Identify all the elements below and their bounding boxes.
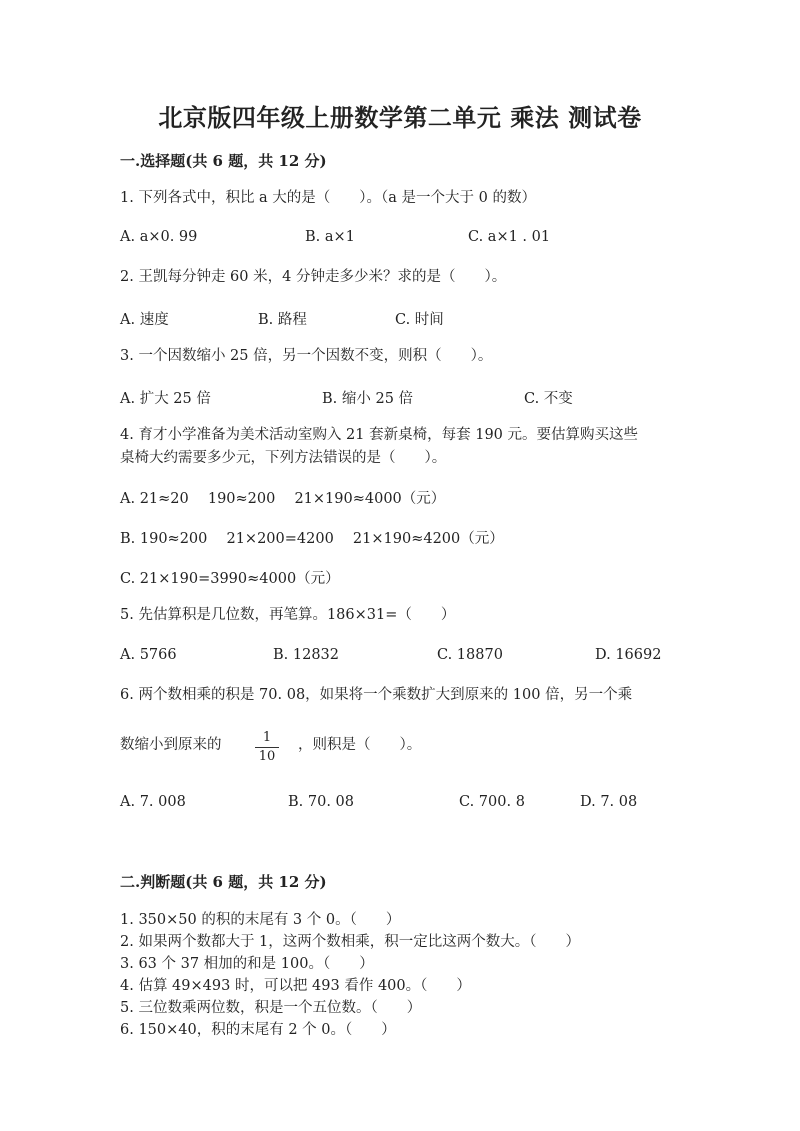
option-1c: C. a×1 . 01 [468, 229, 551, 245]
option-5d: D. 16692 [595, 647, 662, 663]
question-2: 2. 王凯每分钟走 60 米，4 分钟走多少米？求的是（ ）。 [120, 269, 507, 285]
option-2a: A. 速度 [120, 312, 169, 328]
option-3b: B. 缩小 25 倍 [322, 391, 414, 407]
question-4-line1: 4. 育才小学准备为美术活动室购入 21 套新桌椅，每套 190 元。要估算购买这些 [120, 427, 639, 443]
option-6d: D. 7. 08 [580, 794, 638, 810]
fraction-numerator: 1 [262, 730, 272, 745]
judgement-item-4: 4. 估算 49×493 时，可以把 493 看作 400。（ ） [120, 978, 471, 994]
fraction-bar [255, 747, 279, 748]
question-6-line2-after: ，则积是（ ）。 [298, 737, 422, 753]
question-6-line1: 6. 两个数相乘的积是 70. 08，如果将一个乘数扩大到原来的 100 倍，另一个乘 [120, 687, 633, 703]
fraction-one-tenth [255, 730, 279, 765]
option-6a: A. 7. 008 [120, 794, 186, 810]
section-heading-choice: 一.选择题(共 6 题，共 12 分) [120, 152, 327, 170]
judgement-item-2: 2. 如果两个数都大于 1，这两个数相乘，积一定比这两个数大。（ ） [120, 934, 581, 950]
question-6-line2-before: 数缩小到原来的 [120, 737, 222, 753]
judgement-item-5: 5. 三位数乘两位数，积是一个五位数。（ ） [120, 1000, 422, 1016]
option-5c: C. 18870 [437, 647, 503, 663]
option-3c: C. 不变 [524, 391, 573, 407]
judgement-item-3: 3. 63 个 37 相加的和是 100。（ ） [120, 956, 374, 972]
section-heading-judgement: 二.判断题(共 6 题，共 12 分) [120, 873, 327, 891]
fraction-denominator: 10 [258, 749, 276, 764]
option-5a: A. 5766 [120, 647, 177, 663]
option-6b: B. 70. 08 [288, 794, 354, 810]
option-1b: B. a×1 [305, 229, 355, 245]
option-4c: C. 21×190=3990≈4000（元） [120, 571, 340, 587]
option-3a: A. 扩大 25 倍 [120, 391, 211, 407]
question-5: 5. 先估算积是几位数，再笔算。186×31=（ ） [120, 607, 456, 623]
question-4-line2: 桌椅大约需要多少元，下列方法错误的是（ ）。 [120, 450, 447, 466]
option-4a: A. 21≈20 190≈200 21×190≈4000（元） [120, 491, 446, 507]
question-1: 1. 下列各式中，积比 a 大的是（ ）。（a 是一个大于 0 的数） [120, 190, 537, 206]
judgement-item-1: 1. 350×50 的积的末尾有 3 个 0。（ ） [120, 912, 401, 928]
option-5b: B. 12832 [273, 647, 340, 663]
page-title: 北京版四年级上册数学第二单元 乘法 测试卷 [158, 103, 642, 132]
judgement-item-6: 6. 150×40，积的末尾有 2 个 0。（ ） [120, 1022, 396, 1038]
option-2c: C. 时间 [395, 312, 444, 328]
option-2b: B. 路程 [258, 312, 307, 328]
option-4b: B. 190≈200 21×200=4200 21×190≈4200（元） [120, 531, 504, 547]
option-6c: C. 700. 8 [459, 794, 525, 810]
question-3: 3. 一个因数缩小 25 倍，另一个因数不变，则积（ ）。 [120, 348, 493, 364]
option-1a: A. a×0. 99 [120, 229, 198, 245]
